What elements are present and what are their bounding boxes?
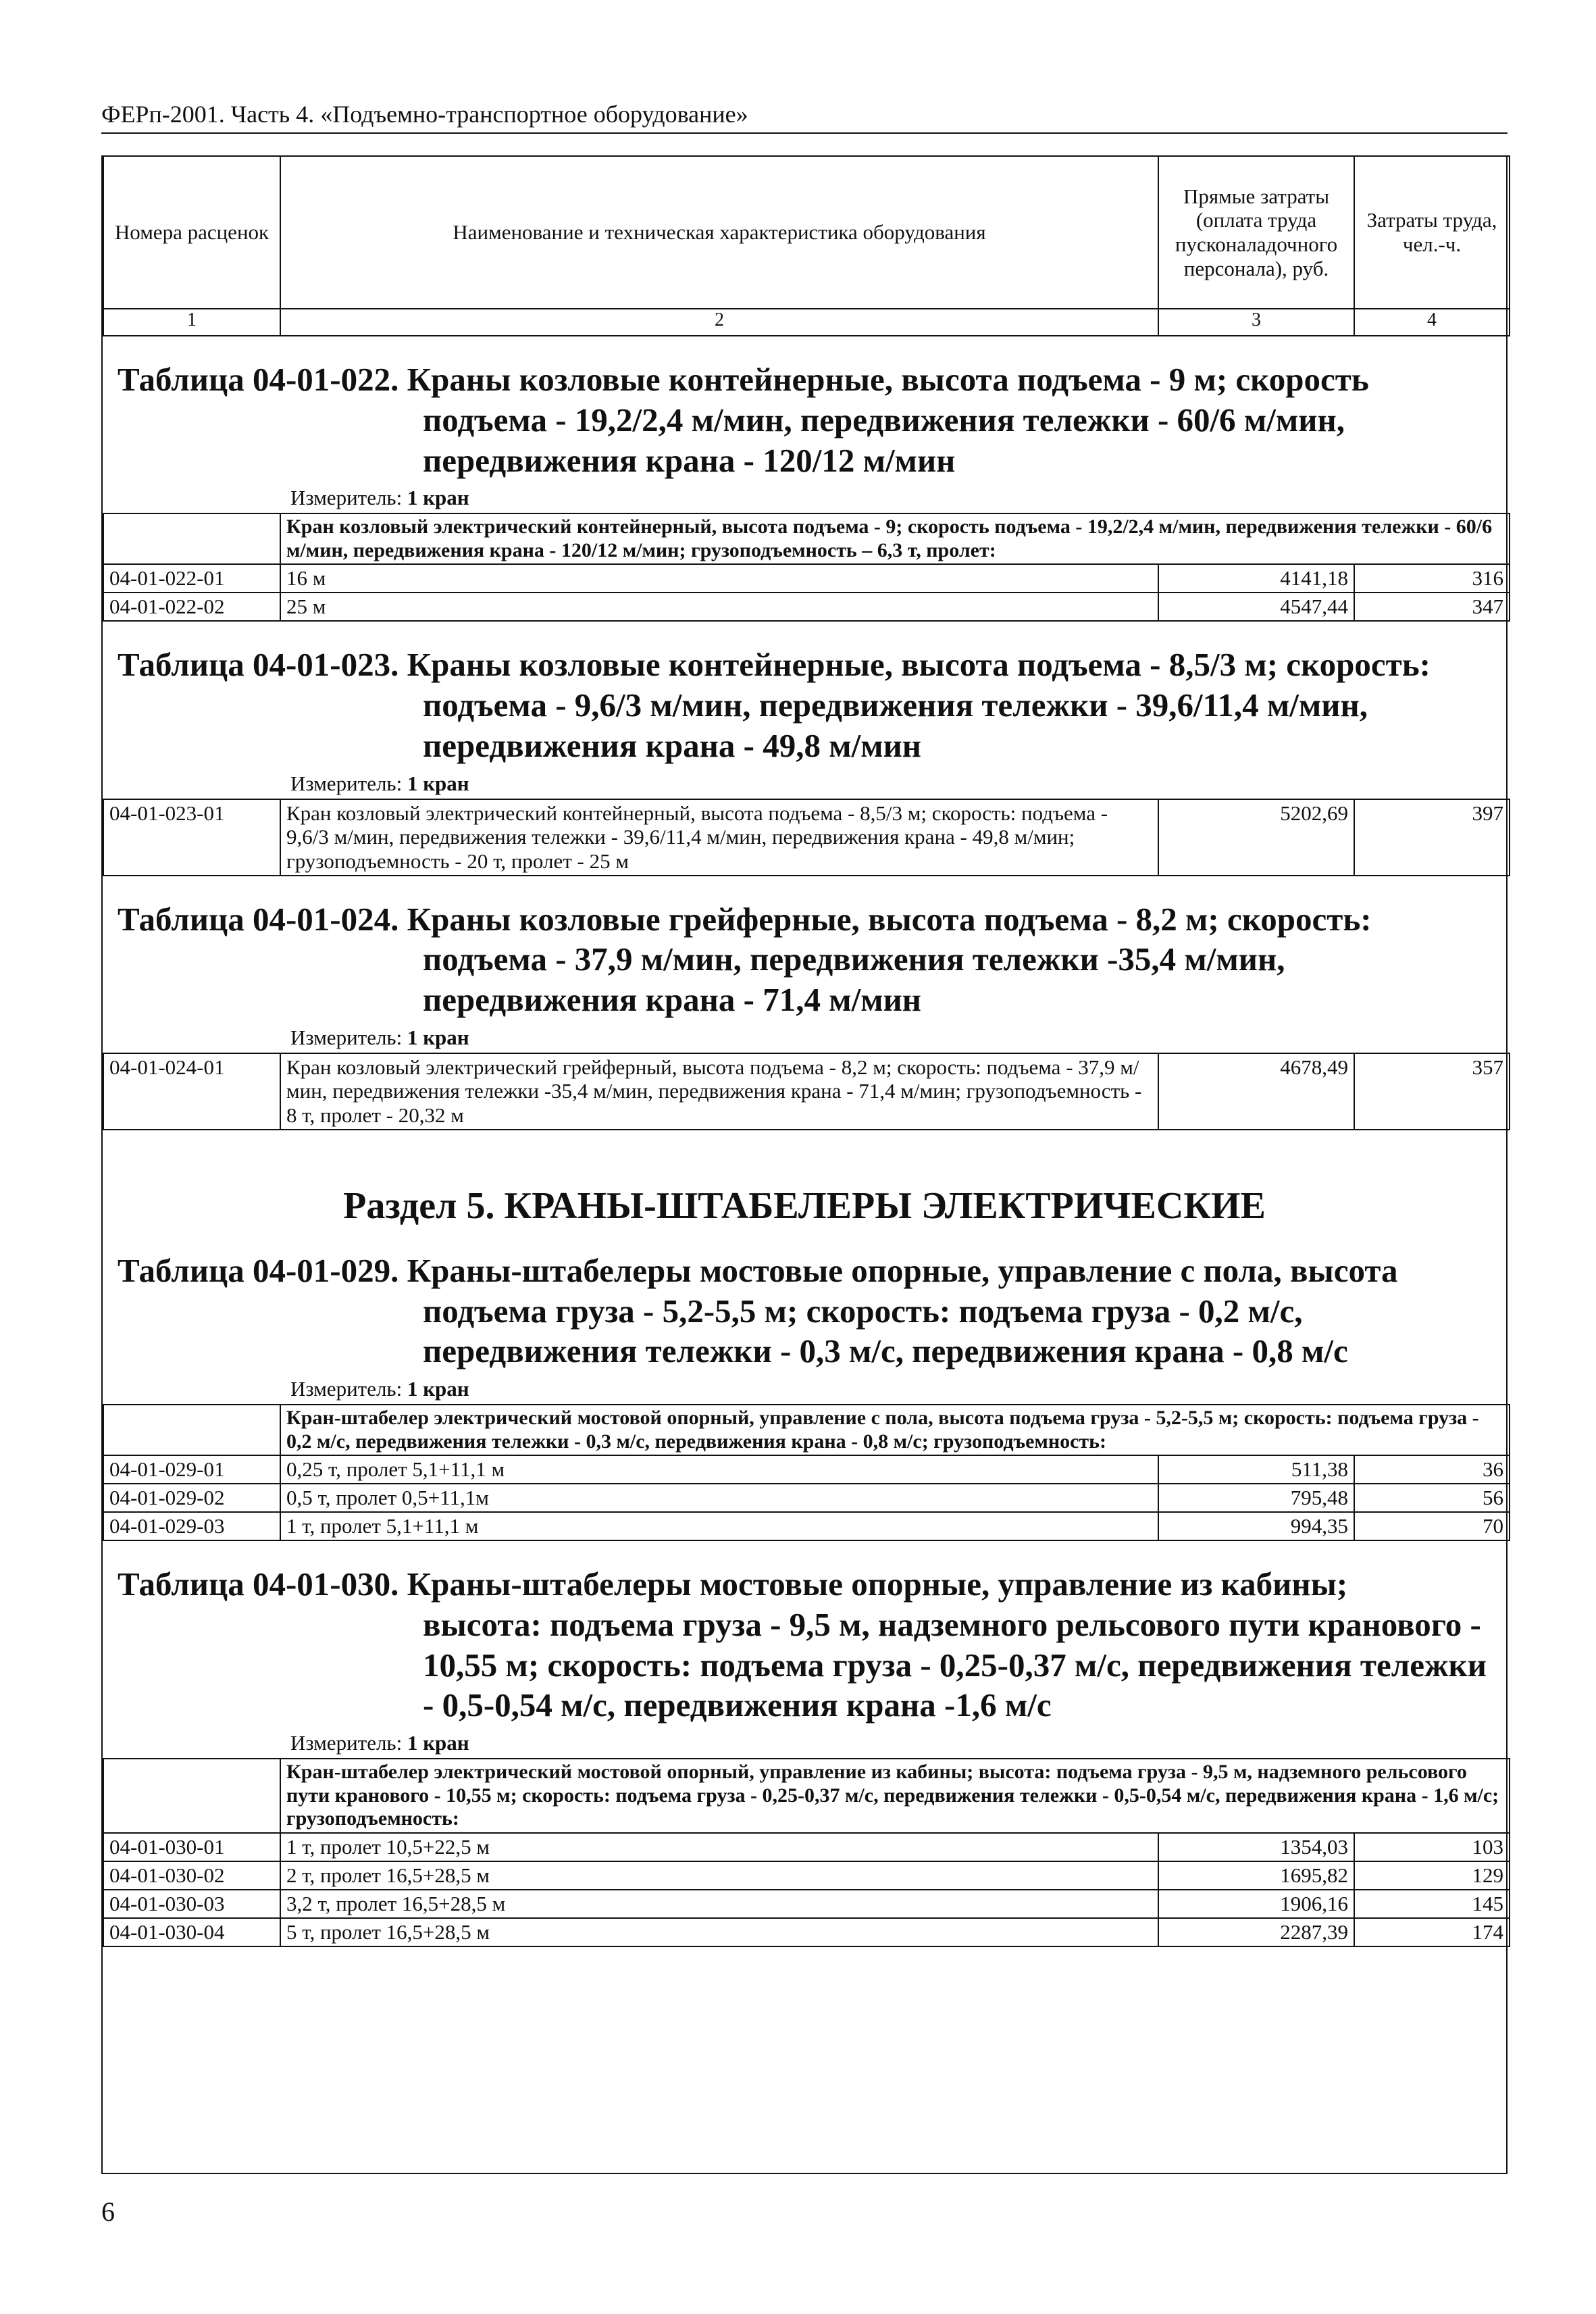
row-code: 04-01-029-03 — [103, 1512, 280, 1540]
group-description: Кран-штабелер электрический мостовой опорный, управление из кабины; высота: подъема груза - 9,5 м, надземного рельсового пути кранового - 10,55 м; скорость: подъема груза - 0,25-0,37 м/с, передвижения тележки - 0,5-0,54 м/с, передвижения крана - 1,6 м/с; грузоподъемность: — [280, 1759, 1510, 1833]
row-labor: 36 — [1354, 1455, 1510, 1484]
table-title-029 — [103, 1251, 1506, 1372]
document-frame — [101, 155, 1508, 2174]
measure-line — [103, 1731, 1506, 1755]
column-header-table — [103, 155, 1510, 336]
measure-line — [103, 1026, 1506, 1050]
table-label: Таблица 04-01-024. — [118, 900, 399, 938]
measure-value: 1 кран — [407, 1025, 469, 1049]
row-code: 04-01-030-02 — [103, 1861, 280, 1890]
data-table-023 — [103, 799, 1510, 876]
table-row — [103, 564, 1510, 593]
row-code: 04-01-022-02 — [103, 593, 280, 621]
row-code: 04-01-029-01 — [103, 1455, 280, 1484]
row-name: 25 м — [280, 593, 1158, 621]
row-name: Кран козловый электрический грейферный, высота подъема - 8,2 м; скорость: подъема - 37,9 м/мин, передвижения тележки -35,4 м/мин, передвижения крана - 71,4 м/мин; грузоподъемность - 8 т, пролет - 20,32 м — [280, 1053, 1158, 1130]
row-code: 04-01-030-03 — [103, 1890, 280, 1918]
row-cost: 1906,16 — [1158, 1890, 1354, 1918]
row-name: 0,5 т, пролет 0,5+11,1м — [280, 1484, 1158, 1512]
row-name: Кран козловый электрический контейнерный, высота подъема - 8,5/3 м; скорость: подъема - 9,6/3 м/мин, передвижения тележки - 39,6/11,4 м/мин, передвижения крана - 49,8 м/мин; грузоподъемность - 20 т, пролет - 25 м — [280, 799, 1158, 876]
row-code: 04-01-029-02 — [103, 1484, 280, 1512]
measure-line — [103, 486, 1506, 510]
row-cost: 2287,39 — [1158, 1918, 1354, 1946]
row-cost: 4141,18 — [1158, 564, 1354, 593]
table-title-line: подъема - 9,6/3 м/мин, передвижения тележки - 39,6/11,4 м/мин, — [423, 686, 1368, 724]
table-title-line: высота: подъема груза - 9,5 м, надземного рельсового пути кранового - — [423, 1605, 1481, 1643]
table-title-line: Краны козловые контейнерные, высота подъема - 8,5/3 м; скорость: — [407, 646, 1431, 684]
group-row — [103, 513, 1510, 564]
row-cost: 4678,49 — [1158, 1053, 1354, 1130]
col-num-4: 4 — [1354, 309, 1510, 336]
group-code-cell — [103, 513, 280, 564]
row-cost: 511,38 — [1158, 1455, 1354, 1484]
row-cost: 1354,03 — [1158, 1833, 1354, 1861]
row-labor: 347 — [1354, 593, 1510, 621]
row-labor: 129 — [1354, 1861, 1510, 1890]
row-name: 1 т, пролет 5,1+11,1 м — [280, 1512, 1158, 1540]
measure-label: Измеритель: — [290, 486, 403, 510]
table-title-030 — [103, 1564, 1506, 1726]
table-title-line: передвижения тележки - 0,3 м/с, передвижения крана - 0,8 м/с — [423, 1332, 1348, 1370]
page-header: ФЕРп-2001. Часть 4. «Подъемно-транспортное оборудование» — [101, 100, 1508, 134]
data-table-030 — [103, 1758, 1510, 1947]
col-num-1: 1 — [103, 309, 280, 336]
table-row — [103, 1512, 1510, 1540]
measure-label: Измеритель: — [290, 1025, 403, 1049]
table-title-line: передвижения крана - 49,8 м/мин — [423, 726, 922, 764]
col-num-3: 3 — [1158, 309, 1354, 336]
table-title-022 — [103, 359, 1506, 480]
measure-value: 1 кран — [407, 486, 469, 510]
row-cost: 1695,82 — [1158, 1861, 1354, 1890]
row-labor: 397 — [1354, 799, 1510, 876]
group-code-cell — [103, 1405, 280, 1455]
row-code: 04-01-024-01 — [103, 1053, 280, 1130]
table-row — [103, 1484, 1510, 1512]
row-name: 16 м — [280, 564, 1158, 593]
col-header-code: Номера расценок — [103, 156, 280, 309]
table-row — [103, 593, 1510, 621]
table-title-line: 10,55 м; скорость: подъема груза - 0,25-0,37 м/с, передвижения тележки — [423, 1646, 1487, 1684]
row-code: 04-01-030-04 — [103, 1918, 280, 1946]
table-title-line: подъема - 37,9 м/мин, передвижения тележки -35,4 м/мин, — [423, 940, 1285, 978]
row-name: 5 т, пролет 16,5+28,5 м — [280, 1918, 1158, 1946]
data-table-029 — [103, 1404, 1510, 1541]
group-row — [103, 1759, 1510, 1833]
row-labor: 145 — [1354, 1890, 1510, 1918]
group-description: Кран козловый электрический контейнерный, высота подъема - 9; скорость подъема - 19,2/2,4 м/мин, передвижения тележки - 60/6 м/мин, передвижения крана - 120/12 м/мин; грузоподъемность – 6,3 т, пролет: — [280, 513, 1510, 564]
row-cost: 5202,69 — [1158, 799, 1354, 876]
table-row — [103, 1890, 1510, 1918]
measure-value: 1 кран — [407, 1377, 469, 1401]
page-number: 6 — [101, 2196, 115, 2227]
table-title-line: Краны козловые контейнерные, высота подъема - 9 м; скорость — [407, 361, 1369, 398]
row-labor: 316 — [1354, 564, 1510, 593]
table-title-line: Краны козловые грейферные, высота подъема - 8,2 м; скорость: — [407, 900, 1372, 938]
measure-value: 1 кран — [407, 1731, 469, 1755]
row-cost: 994,35 — [1158, 1512, 1354, 1540]
table-label: Таблица 04-01-030. — [118, 1565, 399, 1603]
table-title-line: передвижения крана - 71,4 м/мин — [423, 981, 922, 1019]
table-label: Таблица 04-01-022. — [118, 361, 399, 398]
section-title: Раздел 5. КРАНЫ-ШТАБЕЛЕРЫ ЭЛЕКТРИЧЕСКИЕ — [343, 1184, 1266, 1227]
row-labor: 103 — [1354, 1833, 1510, 1861]
row-code: 04-01-022-01 — [103, 564, 280, 593]
col-num-2: 2 — [280, 309, 1158, 336]
table-title-line: Краны-штабелеры мостовые опорные, управление из кабины; — [407, 1565, 1348, 1603]
group-description: Кран-штабелер электрический мостовой опорный, управление с пола, высота подъема груза - 5,2-5,5 м; скорость: подъема груза - 0,2 м/с, передвижения тележки - 0,3 м/с, передвижения крана - 0,8 м/с; грузоподъемность: — [280, 1405, 1510, 1455]
table-title-line: подъема - 19,2/2,4 м/мин, передвижения тележки - 60/6 м/мин, — [423, 401, 1345, 438]
row-labor: 70 — [1354, 1512, 1510, 1540]
row-code: 04-01-030-01 — [103, 1833, 280, 1861]
table-row — [103, 799, 1510, 876]
group-row — [103, 1405, 1510, 1455]
table-row — [103, 1833, 1510, 1861]
row-labor: 357 — [1354, 1053, 1510, 1130]
row-name: 1 т, пролет 10,5+22,5 м — [280, 1833, 1158, 1861]
table-row — [103, 1861, 1510, 1890]
col-header-cost: Прямые затраты (оплата труда пусконаладочного персонала), руб. — [1158, 156, 1354, 309]
measure-value: 1 кран — [407, 771, 469, 795]
group-code-cell — [103, 1759, 280, 1833]
row-name: 3,2 т, пролет 16,5+28,5 м — [280, 1890, 1158, 1918]
measure-line — [103, 772, 1506, 796]
row-labor: 56 — [1354, 1484, 1510, 1512]
measure-label: Измеритель: — [290, 771, 403, 795]
table-title-line: подъема груза - 5,2-5,5 м; скорость: подъема груза - 0,2 м/с, — [423, 1292, 1303, 1330]
col-header-name: Наименование и техническая характеристика оборудования — [280, 156, 1158, 309]
table-title-023 — [103, 645, 1506, 765]
row-cost: 795,48 — [1158, 1484, 1354, 1512]
measure-line — [103, 1377, 1506, 1401]
row-code: 04-01-023-01 — [103, 799, 280, 876]
row-name: 2 т, пролет 16,5+28,5 м — [280, 1861, 1158, 1890]
measure-label: Измеритель: — [290, 1731, 403, 1755]
row-name: 0,25 т, пролет 5,1+11,1 м — [280, 1455, 1158, 1484]
measure-label: Измеритель: — [290, 1377, 403, 1401]
data-table-024 — [103, 1053, 1510, 1130]
table-label: Таблица 04-01-029. — [118, 1251, 399, 1289]
table-row — [103, 1053, 1510, 1130]
data-table-022 — [103, 513, 1510, 622]
col-header-labor: Затраты труда, чел.-ч. — [1354, 156, 1510, 309]
table-row — [103, 1455, 1510, 1484]
row-labor: 174 — [1354, 1918, 1510, 1946]
table-title-line: - 0,5-0,54 м/с, передвижения крана -1,6 м/с — [423, 1686, 1052, 1724]
table-label: Таблица 04-01-023. — [118, 646, 399, 684]
table-title-024 — [103, 899, 1506, 1020]
table-title-line: Краны-штабелеры мостовые опорные, управление с пола, высота — [407, 1251, 1398, 1289]
row-cost: 4547,44 — [1158, 593, 1354, 621]
table-title-line: передвижения крана - 120/12 м/мин — [423, 441, 956, 479]
table-row — [103, 1918, 1510, 1946]
